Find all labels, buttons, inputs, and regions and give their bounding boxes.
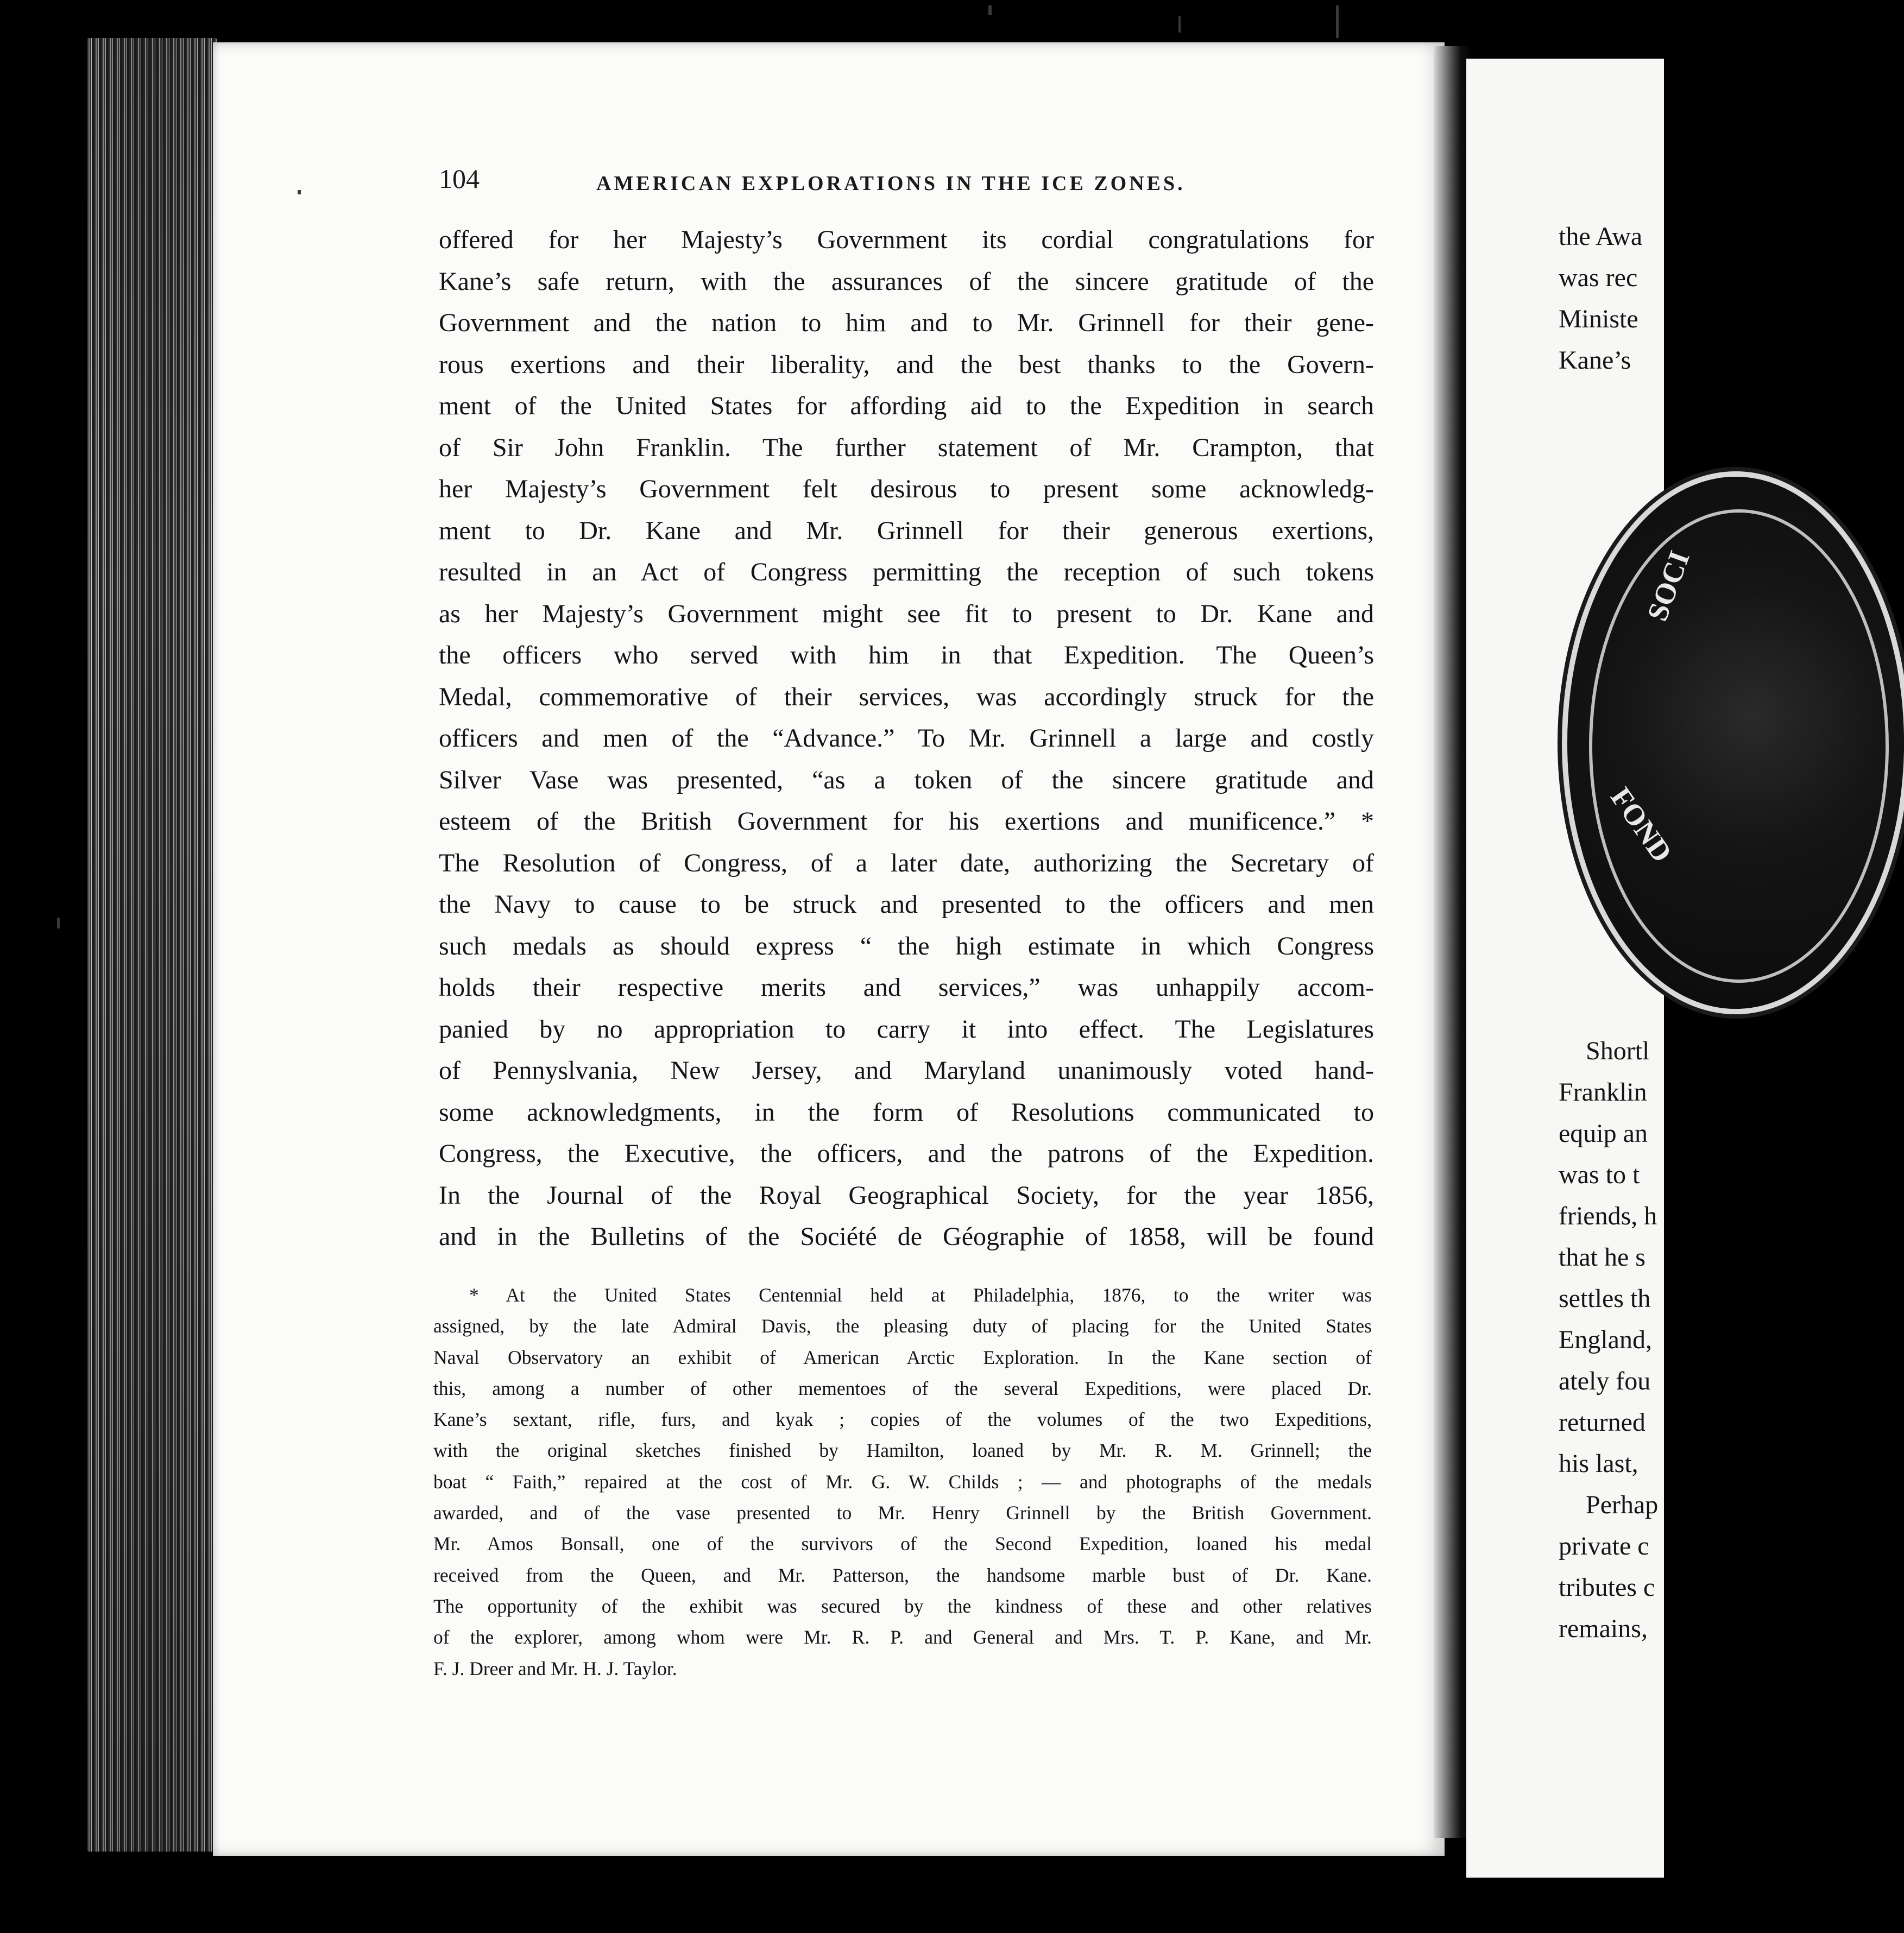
facing-line: Franklin [1559,1078,1647,1107]
facing-line: returned [1559,1408,1645,1437]
facing-page [1466,59,1696,1878]
facing-line: that he s [1559,1243,1645,1272]
footnote-line: with the original sketches finished by Hamilton, loaned by Mr. R. M. Grinnell; the [433,1439,1372,1462]
body-line: In the Journal of the Royal Geographical Society, for the year 1856, [439,1180,1374,1210]
facing-line: equip an [1559,1119,1648,1148]
body-line: ment of the United States for affording aid to the Expedition in search [439,391,1374,420]
scan-speck [988,5,992,15]
footnote-line: this, among a number of other mementoes of the several Expeditions, were placed Dr. [433,1377,1372,1399]
facing-line: private c [1559,1532,1649,1561]
facing-line: tributes c [1559,1573,1655,1602]
scan-speck [57,918,60,928]
footnote-line: awarded, and of the vase presented to Mr. Henry Grinnell by the British Government. [433,1502,1372,1524]
medal-lettering: FOND [1604,781,1679,868]
facing-line: remains, [1559,1614,1648,1643]
body-line: offered for her Majesty’s Government its cordial congratulations for [439,225,1374,254]
medal-illustration [1567,477,1904,1009]
facing-line: Shortl [1586,1037,1650,1065]
facing-line: England, [1559,1325,1652,1354]
facing-line: ately fou [1559,1367,1651,1395]
scan-speck [1336,5,1339,38]
facing-line: was to t [1559,1160,1640,1189]
footnote-line: Mr. Amos Bonsall, one of the survivors of the Second Expedition, loaned his medal [433,1533,1372,1555]
medal-lettering: SOCI [1641,546,1696,626]
facing-line: the Awa [1559,222,1643,251]
facing-line: Kane’s [1559,346,1631,375]
running-title: AMERICAN EXPLORATIONS IN THE ICE ZONES. [596,172,1186,195]
body-line: Congress, the Executive, the officers, and the patrons of the Expedition. [439,1139,1374,1168]
footnote-line: * At the United States Centennial held at Philadelphia, 1876, to the writer was [469,1284,1372,1306]
scan-speck [298,190,301,194]
scan-speck [1178,16,1181,33]
body-line: officers and men of the “Advance.” To Mr. Grinnell a large and costly [439,724,1374,753]
facing-line: his last, [1559,1449,1638,1478]
medal-rim [1589,509,1889,983]
body-line: The Resolution of Congress, of a later date, authorizing the Secretary of [439,848,1374,877]
body-line: the Navy to cause to be struck and presented to the officers and men [439,890,1374,919]
footnote-line: received from the Queen, and Mr. Patterson, the handsome marble bust of Dr. Kane. [433,1564,1372,1586]
page-number: 104 [439,163,480,194]
body-line: such medals as should express “ the high estimate in which Congress [439,931,1374,961]
footnote-line: boat “ Faith,” repaired at the cost of Mr. G. W. Childs ; — and photographs of the medals [433,1470,1372,1493]
footnote-line: The opportunity of the exhibit was secured by the kindness of these and other relatives [433,1595,1372,1617]
footnote-line: Kane’s sextant, rifle, furs, and kyak ; copies of the volumes of the two Expeditions, [433,1408,1372,1431]
footnote-line: F. J. Dreer and Mr. H. J. Taylor. [433,1657,677,1679]
body-line: of Sir John Franklin. The further statement of Mr. Crampton, that [439,433,1374,462]
body-line: Government and the nation to him and to Mr. Grinnell for their gene- [439,308,1374,337]
facing-line: was rec [1559,263,1638,292]
body-line: holds their respective merits and services,” was unhappily accom- [439,973,1374,1002]
body-line: Kane’s safe return, with the assurances of the sincere gratitude of the [439,267,1374,296]
body-line: her Majesty’s Government felt desirous to present some acknowledg- [439,475,1374,503]
facing-line: Perhap [1586,1490,1659,1519]
footnote-line: of the explorer, among whom were Mr. R. P. and General and Mrs. T. P. Kane, and Mr. [433,1626,1372,1648]
footnote-line: assigned, by the late Admiral Davis, the pleasing duty of placing for the United States [433,1315,1372,1337]
body-line: Silver Vase was presented, “as a token of the sincere gratitude and [439,765,1374,794]
body-line: rous exertions and their liberality, and the best thanks to the Govern- [439,350,1374,379]
facing-line: friends, h [1559,1202,1657,1230]
footnote-line: Naval Observatory an exhibit of American Arctic Exploration. In the Kane section of [433,1346,1372,1368]
body-line: of Pennyslvania, New Jersey, and Maryland unanimously voted hand- [439,1056,1374,1085]
body-line: ment to Dr. Kane and Mr. Grinnell for their generous exertions, [439,516,1374,545]
body-line: as her Majesty’s Government might see fit to present to Dr. Kane and [439,599,1374,628]
body-line: esteem of the British Government for his exertions and munificence.” * [439,807,1374,836]
body-text [439,219,1374,1258]
facing-line: Ministe [1559,305,1638,333]
body-line: resulted in an Act of Congress permitting the reception of such tokens [439,558,1374,586]
body-line: some acknowledgments, in the form of Resolutions communicated to [439,1097,1374,1127]
body-line: and in the Bulletins of the Société de Géographie of 1858, will be found [439,1222,1374,1251]
footnote [433,1280,1372,1684]
body-line: panied by no appropriation to carry it into effect. The Legislatures [439,1014,1374,1044]
body-line: the officers who served with him in that Expedition. The Queen’s [439,641,1374,669]
page-edges-shade [87,38,217,1852]
body-line: Medal, commemorative of their services, was accordingly struck for the [439,682,1374,711]
facing-line: settles th [1559,1284,1651,1313]
